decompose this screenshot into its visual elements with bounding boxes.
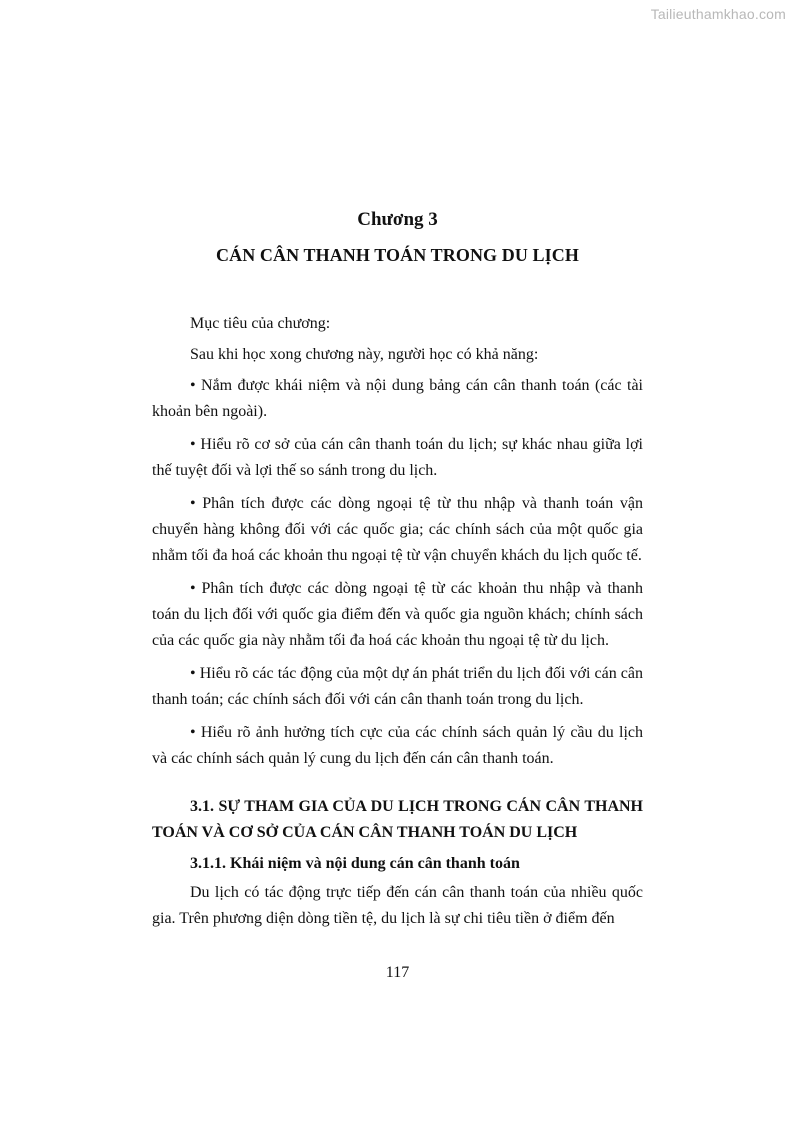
page-number: 117 [385, 964, 410, 981]
watermark: Tailieuthamkhao.com [650, 6, 786, 22]
chapter-number: Chương 3 [357, 209, 438, 230]
objective-item: • Nắm được khái niệm và nội dung bảng cán cân thanh toán (các tài khoản bên ngoài). [152, 377, 643, 420]
objective-item: • Phân tích được các dòng ngoại tệ từ các khoản thu nhập và thanh toán du lịch đối với quốc gia điểm đến và quốc gia nguồn khách; chính sách của các quốc gia này nhằm tối đa hoá các khoản thu ngoại tệ từ du lịch. [152, 580, 643, 649]
section-heading: 3.1. SỰ THAM GIA CỦA DU LỊCH TRONG CÁN CÂN THANH TOÁN VÀ CƠ SỞ CỦA CÁN CÂN THANH TOÁN DU LỊCH [152, 798, 643, 841]
objective-item: • Hiểu rõ ảnh hưởng tích cực của các chính sách quản lý cầu du lịch và các chính sách quản lý cung du lịch đến cán cân thanh toán. [152, 724, 643, 767]
objectives-heading: Mục tiêu của chương: [190, 315, 331, 332]
objective-item: • Hiểu rõ cơ sở của cán cân thanh toán du lịch; sự khác nhau giữa lợi thế tuyệt đối và lợi thế so sánh trong du lịch. [152, 436, 643, 479]
chapter-objectives [152, 311, 643, 779]
section-paragraph: Du lịch có tác động trực tiếp đến cán cân thanh toán của nhiều quốc gia. Trên phương diện dòng tiền tệ, du lịch là sự chi tiêu tiền ở điểm đến [152, 884, 643, 927]
objective-item: • Phân tích được các dòng ngoại tệ từ thu nhập và thanh toán vận chuyển hàng không đối với các quốc gia; các chính sách của một quốc gia nhằm tối đa hoá các khoản thu ngoại tệ từ vận chuyển khách du lịch quốc tế. [152, 495, 643, 564]
subsection-heading: 3.1.1. Khái niệm và nội dung cán cân thanh toán [190, 855, 520, 872]
objectives-intro: Sau khi học xong chương này, người học có khả năng: [190, 346, 539, 363]
objective-item: • Hiểu rõ các tác động của một dự án phát triển du lịch đối với cán cân thanh toán; các chính sách đối với cán cân thanh toán trong du lịch. [152, 665, 643, 708]
section-3-1 [152, 794, 643, 939]
chapter-title: CÁN CÂN THANH TOÁN TRONG DU LỊCH [216, 245, 579, 265]
